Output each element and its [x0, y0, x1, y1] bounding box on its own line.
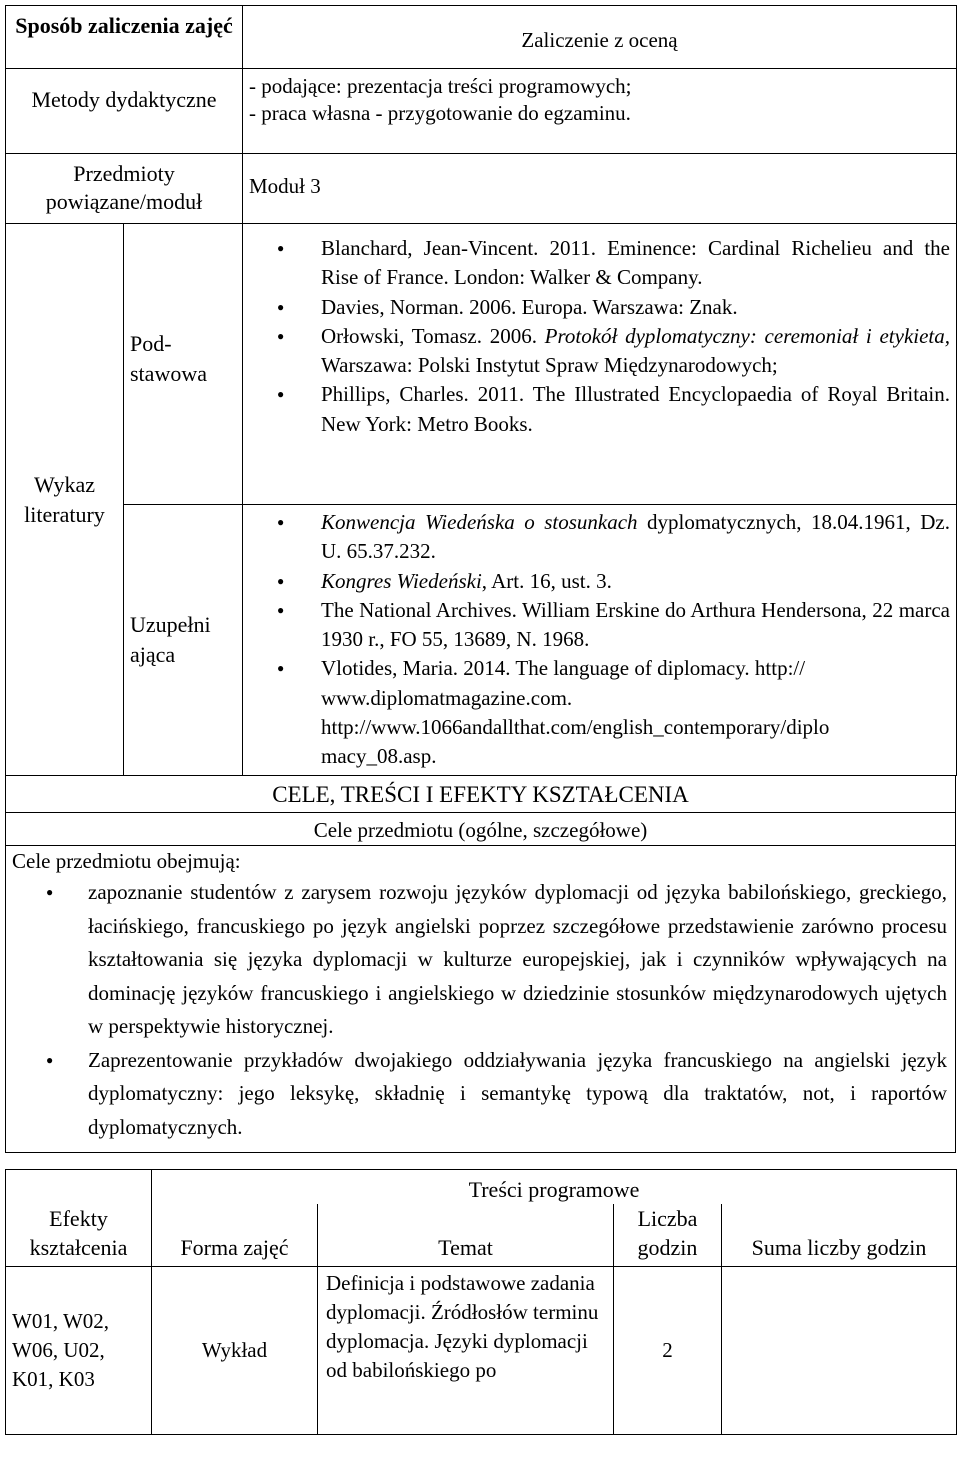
header-forma: Forma zajęć [152, 1204, 318, 1267]
literature-item: ● Phillips, Charles. 2011. The Illustrated Encyclopaedia of Royal Britain. New York: Metro Books. [243, 380, 956, 439]
spacer [5, 1153, 956, 1169]
zaliczenie-value: Zaliczenie z oceną [243, 6, 957, 69]
cele-cell [6, 846, 956, 1153]
podstawowa-list-cell [243, 224, 957, 505]
goals-table [5, 775, 956, 1153]
cele-title: Cele przedmiotu (ogólne, szczegółowe) [6, 813, 956, 846]
wykaz-label: Wykaz literatury [6, 224, 124, 776]
tresci-title: Treści programowe [152, 1170, 957, 1205]
przedmioty-label: Przedmioty powiązane/moduł [6, 154, 243, 224]
section-title: CELE, TREŚCI I EFEKTY KSZTAŁCENIA [6, 776, 956, 813]
podstawowa-list [243, 234, 956, 439]
row-temat: Definicja i podstawowe zadania dyplomacji. Źródłosłów terminu dyplomacja. Języki dyplomacji od babilońskiego po [318, 1267, 614, 1435]
literature-item: ● The National Archives. William Erskine do Arthura Hendersona, 22 marca 1930 r., FO 55, 13689, N. 1968. [243, 596, 956, 655]
tresci-table [5, 1169, 957, 1435]
syllabus-page [5, 5, 956, 1435]
podstawowa-label: Pod-stawowa [124, 224, 243, 505]
header-suma: Suma liczby godzin [722, 1204, 957, 1267]
table-row [6, 1267, 957, 1435]
row-efekty: W01, W02, W06, U02, K01, K03 [6, 1267, 152, 1435]
uzupelniajaca-list [243, 508, 956, 772]
uzupelniajaca-list-cell [243, 505, 957, 776]
metody-label: Metody dydaktyczne [6, 69, 243, 154]
literature-item: ● Konwencja Wiedeńska o stosunkach dyplomatycznych, 18.04.1961, Dz. U. 65.37.232. [243, 508, 956, 567]
header-efekty: Efekty kształcenia [6, 1170, 152, 1267]
metody-line-1: - podające: prezentacja treści programowych; [249, 74, 632, 98]
cele-list [6, 876, 955, 1144]
cele-intro: Cele przedmiotu obejmują: [12, 849, 241, 873]
metody-value [243, 69, 957, 154]
literature-item: ● Blanchard, Jean-Vincent. 2011. Eminence: Cardinal Richelieu and the Rise of France. London: Walker & Company. [243, 234, 956, 293]
goal-item: ● Zaprezentowanie przykładów dwojakiego oddziaływania języka francuskiego na angielski język dyplomatyczny: jego leksykę, składnię i semantykę typową dla traktatów, not, i raportów dyplomatycznych. [6, 1044, 955, 1145]
przedmioty-value: Moduł 3 [243, 154, 957, 224]
metody-line-2: - praca własna - przygotowanie do egzaminu. [249, 101, 631, 125]
uzupelniajaca-label: Uzupełni ająca [124, 505, 243, 776]
row-forma: Wykład [152, 1267, 318, 1435]
goal-item: ● zapoznanie studentów z zarysem rozwoju języków dyplomacji od języka babilońskiego, greckiego, łacińskiego, francuskiego po język angielski poprzez szczegółowe przedstawienie zarówno procesu kształtowania się języka dyplomacji w kulturze europejskiej, jak i czynników wpływających na dominację języków francuskiego i angielskiego w dziedzinie stosunków międzynarodowych ujętych w perspektywie historycznej. [6, 876, 955, 1044]
course-info-table [5, 5, 957, 776]
row-suma [722, 1267, 957, 1435]
literature-item: ● Orłowski, Tomasz. 2006. Protokół dyplomatyczny: ceremoniał i etykieta, Warszawa: Polski Instytut Spraw Międzynarodowych; [243, 322, 956, 381]
zaliczenie-label: Sposób zaliczenia zajęć [6, 6, 243, 69]
literature-item: ● Vlotides, Maria. 2014. The language of diplomacy. http:// www.diplomatmagazine.com. http://www.1066andallthat.com/english_contemporary/diplo macy_08.asp. [243, 654, 956, 771]
header-temat: Temat [318, 1204, 614, 1267]
header-liczba: Liczba godzin [614, 1204, 722, 1267]
row-liczba: 2 [614, 1267, 722, 1435]
literature-item: ● Davies, Norman. 2006. Europa. Warszawa: Znak. [243, 293, 956, 322]
literature-item: ● Kongres Wiedeński, Art. 16, ust. 3. [243, 567, 956, 596]
